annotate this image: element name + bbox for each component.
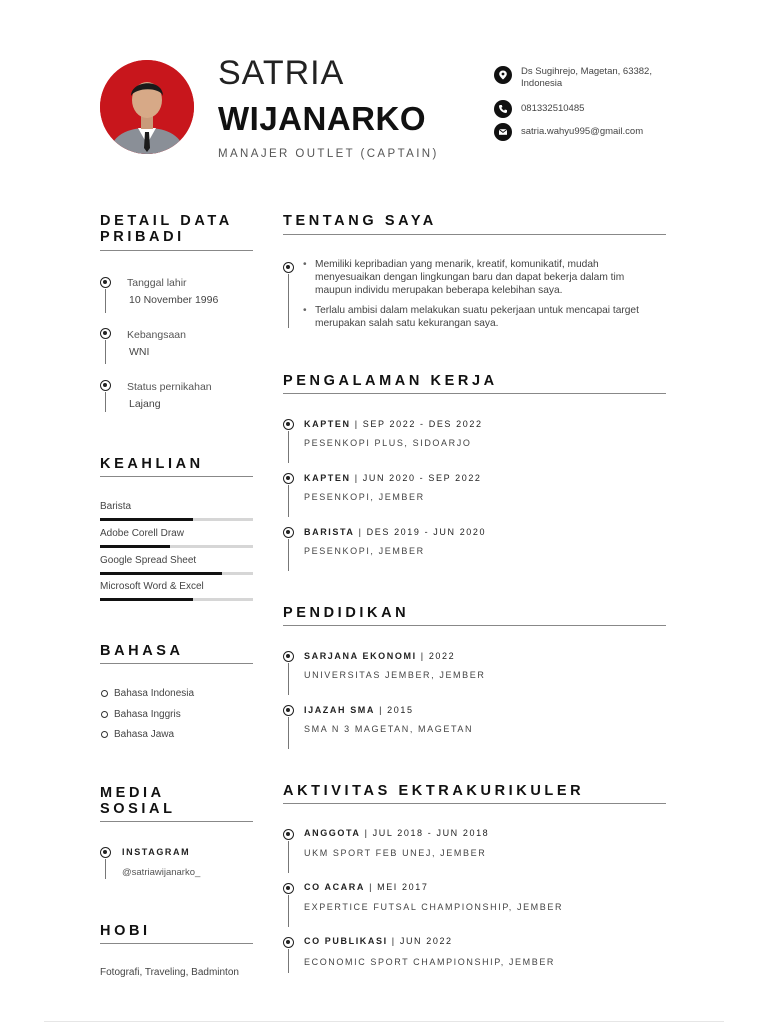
job-title: MANAJER OUTLET (CAPTAIN) <box>218 148 439 160</box>
timeline-dot-icon <box>100 847 111 858</box>
education-section-title: PENDIDIKAN <box>283 605 410 621</box>
language-item <box>101 729 174 740</box>
timeline-line <box>105 340 106 364</box>
location-icon <box>494 66 512 84</box>
skill-name: Microsoft Word & Excel <box>100 581 204 592</box>
skill-bar <box>100 572 253 575</box>
entry-period: SEP 2022 - DES 2022 <box>362 419 483 429</box>
experience-title: KAPTEN | SEP 2022 - DES 2022 <box>304 419 483 429</box>
activity-place: UKM SPORT FEB UNEJ, JEMBER <box>304 848 487 858</box>
activity-title: ANGGOTA | JUL 2018 - JUN 2018 <box>304 828 490 838</box>
language-item <box>101 688 194 699</box>
marital-status-label: Status pernikahan <box>127 381 212 393</box>
hobby-section-title: HOBI <box>100 923 151 939</box>
entry-role: CO PUBLIKASI <box>304 936 388 946</box>
phone-text[interactable]: 081332510485 <box>521 103 585 114</box>
skill-item <box>100 581 253 601</box>
skill-bar-fill <box>100 518 193 521</box>
timeline-dot-icon <box>283 473 294 484</box>
social-title-line1: MEDIA <box>100 785 165 801</box>
entry-role: IJAZAH SMA <box>304 705 376 715</box>
experience-section-title: PENGALAMAN KERJA <box>283 373 498 389</box>
skill-name: Barista <box>100 501 132 512</box>
activity-title: CO PUBLIKASI | JUN 2022 <box>304 936 453 946</box>
social-section-title <box>100 785 176 817</box>
experience-place: PESENKOPI, JEMBER <box>304 546 425 556</box>
language-item <box>101 709 181 720</box>
timeline-dot-icon <box>283 419 294 430</box>
about-point: • Memiliki kepribadian yang menarik, kreatif, komunikatif, mudah menyesuaikan dengan lingkungan baru dan dapat bekerja dalam tim maupun individu merupakan beberapa kelebihan saya. <box>303 258 663 298</box>
timeline-line <box>288 539 289 571</box>
skill-name: Google Spread Sheet <box>100 555 197 566</box>
timeline-line <box>288 949 289 973</box>
entry-period: 2015 <box>387 705 414 715</box>
entry-role: ANGGOTA <box>304 828 361 838</box>
language-name: Bahasa Inggris <box>114 709 181 720</box>
personal-title-line2: PRIBADI <box>100 229 185 245</box>
education-place: SMA N 3 MAGETAN, MAGETAN <box>304 724 474 734</box>
timeline-dot-icon <box>283 262 294 273</box>
experience-divider <box>283 393 666 394</box>
about-list <box>303 258 663 336</box>
entry-period: MEI 2017 <box>377 882 429 892</box>
experience-title: BARISTA | DES 2019 - JUN 2020 <box>304 527 487 537</box>
activities-divider <box>283 803 666 804</box>
contact-phone <box>494 100 681 118</box>
bullet-circle-icon <box>101 690 108 697</box>
bullet-circle-icon <box>101 731 108 738</box>
social-divider <box>100 821 253 822</box>
profile-photo <box>100 60 194 154</box>
entry-role: CO ACARA <box>304 882 365 892</box>
last-name: WIJANARKO <box>218 100 426 137</box>
skill-item <box>100 528 253 548</box>
skill-bar-fill <box>100 545 170 548</box>
timeline-line <box>288 431 289 463</box>
experience-place: PESENKOPI PLUS, SIDOARJO <box>304 438 472 448</box>
timeline-line <box>288 841 289 873</box>
language-name: Bahasa Jawa <box>114 729 175 740</box>
entry-role: KAPTEN <box>304 419 351 429</box>
personal-title-line1: DETAIL DATA <box>100 213 233 229</box>
about-divider <box>283 234 666 235</box>
skill-item <box>100 501 253 521</box>
about-point: • Terlalu ambisi dalam melakukan suatu pekerjaan untuk mencapai target merupakan salah satu kekurangan saya. <box>303 304 663 330</box>
entry-period: JUN 2022 <box>399 936 453 946</box>
languages-section-title: BAHASA <box>100 643 184 659</box>
first-name: SATRIA <box>218 54 345 92</box>
bullet-circle-icon <box>101 711 108 718</box>
phone-icon <box>494 100 512 118</box>
about-section-title: TENTANG SAYA <box>283 213 437 229</box>
timeline-dot-icon <box>283 937 294 948</box>
address-text: Ds Sugihrejo, Magetan, 63382, Indonesia <box>521 66 652 89</box>
activities-section-title: AKTIVITAS EKTRAKURIKULER <box>283 783 585 799</box>
timeline-line <box>288 895 289 927</box>
birth-date-label: Tanggal lahir <box>127 277 187 289</box>
education-title: SARJANA EKONOMI | 2022 <box>304 651 456 661</box>
skill-bar-fill <box>100 598 193 601</box>
personal-section-title <box>100 213 233 245</box>
skill-bar <box>100 518 253 521</box>
timeline-line <box>105 392 106 412</box>
skills-divider <box>100 476 253 477</box>
hobby-divider <box>100 943 253 944</box>
education-title: IJAZAH SMA | 2015 <box>304 705 414 715</box>
timeline-line <box>288 717 289 749</box>
timeline-line <box>288 274 289 328</box>
skills-section-title: KEAHLIAN <box>100 456 204 472</box>
social-title-line2: SOSIAL <box>100 801 176 817</box>
timeline-dot-icon <box>283 527 294 538</box>
timeline-dot-icon <box>283 705 294 716</box>
instagram-handle[interactable]: @satriawijanarko_ <box>122 867 201 878</box>
skill-name: Adobe Corell Draw <box>100 528 184 539</box>
education-place: UNIVERSITAS JEMBER, JEMBER <box>304 670 486 680</box>
entry-role: BARISTA <box>304 527 355 537</box>
entry-period: JUN 2020 - SEP 2022 <box>362 473 482 483</box>
timeline-dot-icon <box>100 380 111 391</box>
entry-period: 2022 <box>428 651 456 661</box>
skill-bar-fill <box>100 572 222 575</box>
entry-role: SARJANA EKONOMI <box>304 651 417 661</box>
email-text[interactable]: satria.wahyu995@gmail.com <box>521 126 644 137</box>
instagram-label: INSTAGRAM <box>122 847 191 857</box>
skill-bar <box>100 545 253 548</box>
activity-title: CO ACARA | MEI 2017 <box>304 882 429 892</box>
skill-bar <box>100 598 253 601</box>
nationality-value: WNI <box>129 346 150 358</box>
contact-address <box>494 66 681 90</box>
marital-status-value: Lajang <box>129 398 161 410</box>
entry-period: DES 2019 - JUN 2020 <box>366 527 487 537</box>
activity-place: EXPERTICE FUTSAL CHAMPIONSHIP, JEMBER <box>304 902 564 912</box>
timeline-dot-icon <box>283 883 294 894</box>
entry-period: JUL 2018 - JUN 2018 <box>372 828 490 838</box>
skill-item <box>100 555 253 575</box>
entry-role: KAPTEN <box>304 473 351 483</box>
contact-email <box>494 123 681 141</box>
timeline-dot-icon <box>100 328 111 339</box>
education-divider <box>283 625 666 626</box>
activity-place: ECONOMIC SPORT CHAMPIONSHIP, JEMBER <box>304 957 556 967</box>
hobby-text: Fotografi, Traveling, Badminton <box>100 967 239 978</box>
page-bottom-divider <box>44 1021 724 1022</box>
experience-place: PESENKOPI, JEMBER <box>304 492 425 502</box>
experience-title: KAPTEN | JUN 2020 - SEP 2022 <box>304 473 482 483</box>
timeline-dot-icon <box>283 829 294 840</box>
mail-icon <box>494 123 512 141</box>
timeline-line <box>288 663 289 695</box>
timeline-line <box>288 485 289 517</box>
birth-date-value: 10 November 1996 <box>129 294 219 306</box>
timeline-line <box>105 289 106 313</box>
nationality-label: Kebangsaan <box>127 329 186 341</box>
timeline-line <box>105 859 106 879</box>
timeline-dot-icon <box>283 651 294 662</box>
languages-divider <box>100 663 253 664</box>
personal-divider <box>100 250 253 251</box>
language-name: Bahasa Indonesia <box>114 688 195 699</box>
timeline-dot-icon <box>100 277 111 288</box>
